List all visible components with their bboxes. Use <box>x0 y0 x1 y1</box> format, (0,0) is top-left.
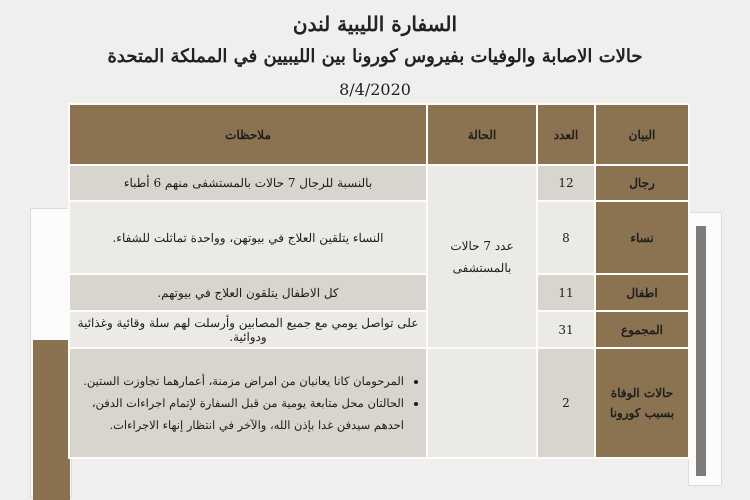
count-men: 12 <box>537 165 595 201</box>
label-men: رجال <box>595 165 689 201</box>
count-children: 11 <box>537 274 595 311</box>
header-count: العدد <box>537 104 595 165</box>
table-row <box>69 165 689 201</box>
note-children: كل الاطفال يتلقون العلاج في بيوتهم. <box>69 274 427 311</box>
header-notes: ملاحظات <box>69 104 427 165</box>
header-label: البيان <box>595 104 689 165</box>
label-total: المجموع <box>595 311 689 348</box>
cases-table <box>68 103 690 459</box>
label-children: اطفال <box>595 274 689 311</box>
page-subtitle: حالات الاصابة والوفيات بفيروس كورونا بين الليبيين في المملكة المتحدة <box>107 46 643 67</box>
background-panel-left-accent <box>33 340 70 500</box>
notes-deaths <box>69 348 427 458</box>
table-header-row <box>69 104 689 165</box>
table-row <box>69 201 689 274</box>
label-women: نساء <box>595 201 689 274</box>
report-date: 8/4/2020 <box>339 80 411 99</box>
table-row <box>69 274 689 311</box>
note-men: بالنسبة للرجال 7 حالات بالمستشفى منهم 6 أطباء <box>69 165 427 201</box>
page-title: السفارة الليبية لندن <box>292 12 458 36</box>
list-item: • المرحومان كانا يعانيان من امراض مزمنة، أعمارهما تجاوزت الستين. <box>80 370 404 392</box>
list-item: • الحالتان محل متابعة يومية من قبل السفارة لإتمام اجراءات الدفن، احدهم سيدفن غدا بإذن الله، والآخر في انتظار إنهاء الاجراءات. <box>80 392 404 436</box>
label-deaths-text: حالات الوفاة بسبب كورونا <box>609 386 675 420</box>
label-deaths <box>595 348 689 458</box>
count-women: 8 <box>537 201 595 274</box>
status-hospital-text: عدد 7 حالات بالمستشفى <box>450 238 514 275</box>
background-panel-right-bar <box>696 226 706 476</box>
count-total: 31 <box>537 311 595 348</box>
note-total: على تواصل يومي مع جميع المصابين وأرسلت لهم سلة وقائية وغذائية ودوائية. <box>69 311 427 348</box>
header-status: الحالة <box>427 104 537 165</box>
status-deaths <box>427 348 537 458</box>
status-cell <box>427 165 537 348</box>
table-row <box>69 311 689 348</box>
deaths-notes-list <box>70 370 426 436</box>
table-row-deaths <box>69 348 689 458</box>
note-women: النساء يتلقين العلاج في بيوتهن، وواحدة تماثلت للشفاء. <box>69 201 427 274</box>
count-deaths: 2 <box>537 348 595 458</box>
